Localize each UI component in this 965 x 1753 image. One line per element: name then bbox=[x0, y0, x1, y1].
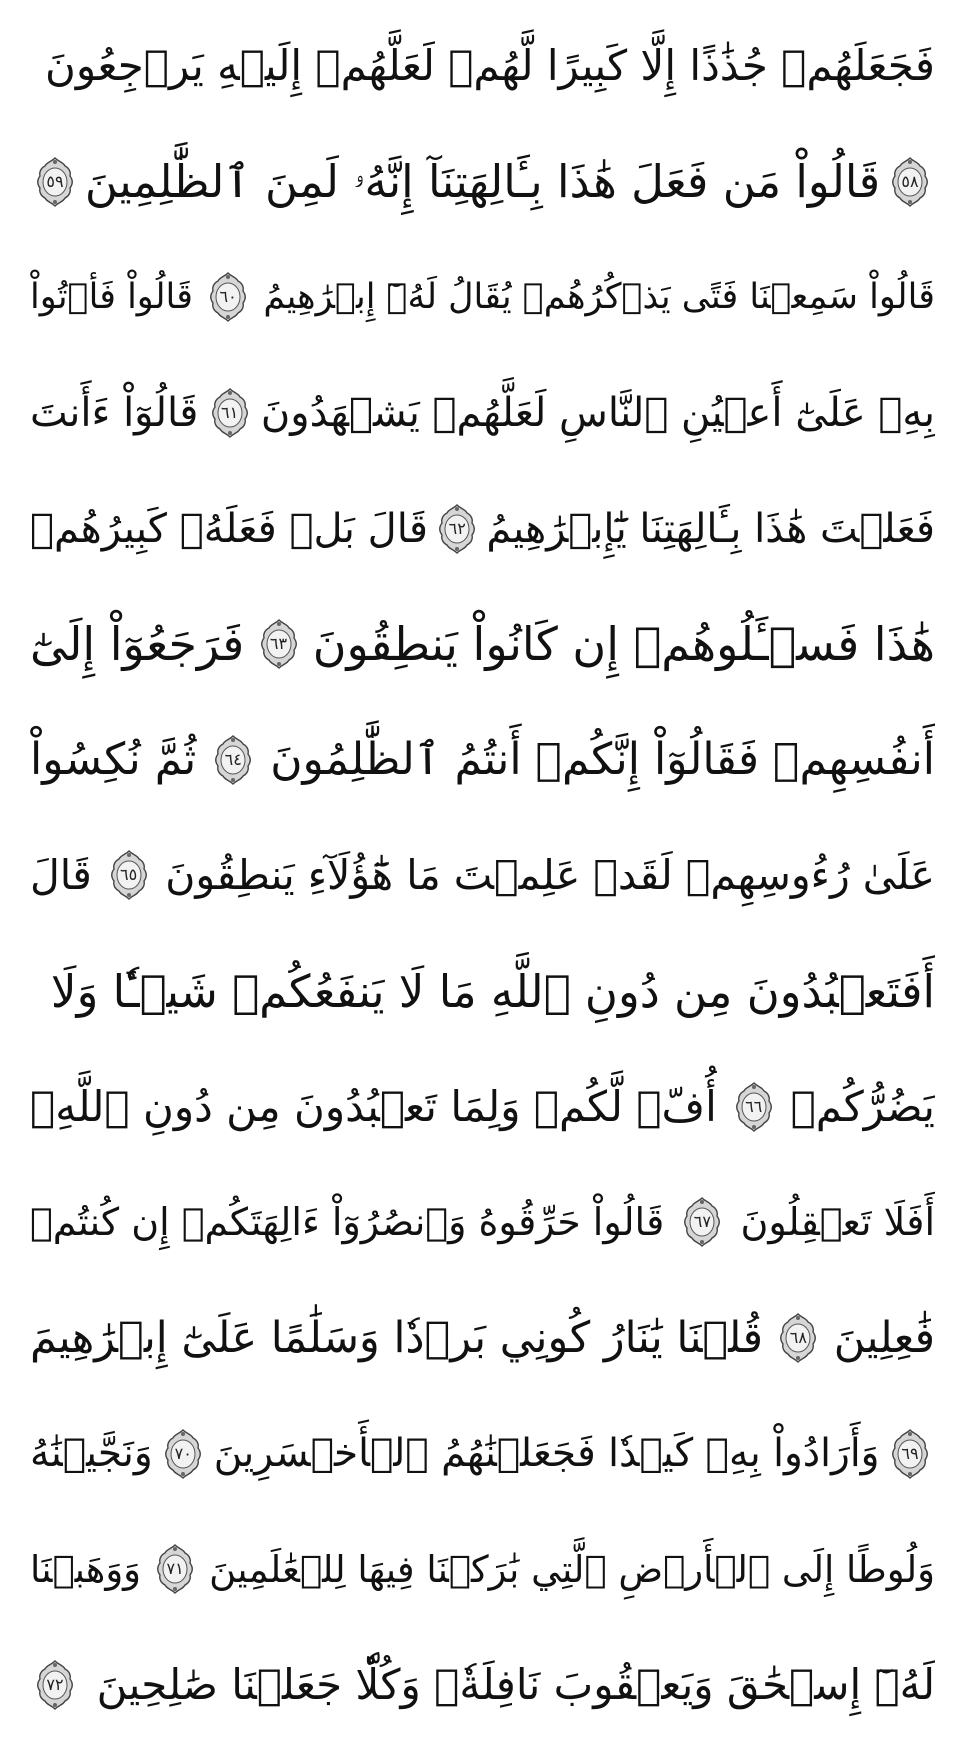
verse-text: أُفّٖ لَّكُمۡ وَلِمَا تَعۡبُدُونَ مِن دُونِ ٱللَّهِۚ bbox=[30, 1081, 717, 1131]
verse-number: ٦٤ bbox=[224, 749, 242, 769]
verse-number-marker bbox=[211, 387, 249, 439]
text-line bbox=[30, 943, 935, 1039]
verse-number: ٥٩ bbox=[46, 171, 64, 191]
verse-text: أَفَلَا تَعۡقِلُونَ bbox=[740, 1200, 935, 1245]
verse-text: ثُمَّ نُكِسُواْ bbox=[30, 733, 197, 785]
text-line bbox=[30, 481, 935, 577]
verse-number-marker bbox=[891, 156, 929, 208]
verse-text: وَوَهَبۡنَا bbox=[30, 1547, 142, 1591]
verse-text: هَٰذَا فَسۡـَٔلُوهُمۡ إِن كَانُواْ يَنطِقُونَ bbox=[312, 617, 935, 672]
verse-text: قَالُواْ حَرِّقُوهُ وَٱنصُرُوٓاْ ءَالِهَتَكُمۡ إِن كُنتُمۡ bbox=[30, 1200, 665, 1245]
verse-text: فَٰعِلِينَ bbox=[833, 1312, 935, 1363]
verse-number-marker bbox=[110, 849, 148, 901]
verse-number: ٦١ bbox=[221, 402, 239, 422]
text-line bbox=[30, 1406, 935, 1502]
verse-text: قَالُواْ فَأۡتُواْ bbox=[30, 276, 193, 317]
verse-number-marker bbox=[683, 1196, 721, 1248]
text-line bbox=[30, 596, 935, 692]
verse-number: ٦٠ bbox=[219, 287, 237, 307]
verse-number: ٦٨ bbox=[789, 1328, 807, 1348]
verse-number-marker bbox=[209, 271, 247, 323]
text-line bbox=[30, 365, 935, 461]
verse-text: قَالُواْ سَمِعۡنَا فَتًى يَذۡكُرُهُمۡ يُقَالُ لَهُۥٓ إِبۡرَٰهِيمُ bbox=[263, 276, 935, 317]
verse-text: قَالَ بَلۡ فَعَلَهُۥ كَبِيرُهُمۡ bbox=[30, 505, 429, 552]
verse-number-marker bbox=[156, 1543, 194, 1595]
verse-number-marker bbox=[438, 503, 476, 555]
verse-number: ٧١ bbox=[166, 1559, 184, 1579]
text-line bbox=[30, 249, 935, 345]
verse-text: فَعَلۡتَ هَٰذَا بِـَٔالِهَتِنَا يَٰٓإِبۡرَٰهِيمُ bbox=[486, 505, 935, 552]
verse-text: وَنَجَّيۡنَٰهُ bbox=[30, 1431, 153, 1477]
verse-number: ٧٢ bbox=[46, 1674, 64, 1694]
verse-number: ٦٢ bbox=[448, 518, 466, 538]
verse-text: وَأَرَادُواْ بِهِۦ كَيۡدٗا فَجَعَلۡنَٰهُمُ ٱلۡأَخۡسَرِينَ bbox=[213, 1431, 880, 1477]
verse-text: عَلَىٰ رُءُوسِهِمۡ لَقَدۡ عَلِمۡتَ مَا هَٰٓؤُلَآءِ يَنطِقُونَ bbox=[165, 850, 935, 899]
text-line bbox=[30, 134, 935, 230]
verse-number: ٦٩ bbox=[901, 1443, 919, 1463]
verse-text: قَالُوٓاْ ءَأَنتَ bbox=[30, 389, 199, 436]
text-line bbox=[30, 18, 935, 114]
verse-number-marker bbox=[36, 156, 74, 208]
verse-number-marker bbox=[735, 1081, 773, 1133]
text-line bbox=[30, 712, 935, 808]
verse-text: قُلۡنَا يَٰنَارُ كُونِي بَرۡدٗا وَسَلَٰمًا عَلَىٰٓ إِبۡرَٰهِيمَ bbox=[30, 1312, 764, 1363]
text-line bbox=[30, 1637, 935, 1733]
verse-number-marker bbox=[164, 1428, 202, 1480]
verse-number: ٧٠ bbox=[174, 1443, 192, 1463]
text-line bbox=[30, 1174, 935, 1270]
verse-number: ٦٣ bbox=[269, 634, 288, 654]
verse-number-marker bbox=[260, 618, 298, 670]
verse-text: لَهُۥٓ إِسۡحَٰقَ وَيَعۡقُوبَ نَافِلَةٗۖ وَكُلّٗا جَعَلۡنَا صَٰلِحِينَ bbox=[96, 1659, 935, 1709]
verse-number: ٦٦ bbox=[745, 1096, 763, 1116]
text-line bbox=[30, 1290, 935, 1386]
verse-number-marker bbox=[214, 734, 252, 786]
verse-text: أَفَتَعۡبُدُونَ مِن دُونِ ٱللَّهِ مَا لَا يَنفَعُكُمۡ شَيۡـٔٗا وَلَا bbox=[50, 964, 935, 1018]
text-line bbox=[30, 1059, 935, 1155]
verse-text: قَالَ bbox=[30, 850, 92, 899]
verse-text: فَجَعَلَهُمۡ جُذَٰذًا إِلَّا كَبِيرًا لَّهُمۡ لَعَلَّهُمۡ إِلَيۡهِ يَرۡجِعُونَ bbox=[45, 41, 935, 90]
text-line bbox=[30, 827, 935, 923]
verse-text: قَالُواْ مَن فَعَلَ هَٰذَا بِـَٔالِهَتِنَآ إِنَّهُۥ لَمِنَ ٱلظَّٰلِمِينَ bbox=[84, 155, 881, 209]
verse-text: أَنفُسِهِمۡ فَقَالُوٓاْ إِنَّكُمۡ أَنتُمُ ٱلظَّٰلِمُونَ bbox=[270, 733, 935, 785]
verse-number: ٥٨ bbox=[901, 171, 919, 191]
verse-number: ٦٧ bbox=[693, 1212, 711, 1232]
verse-text: بِهِۦ عَلَىٰٓ أَعۡيُنِ ٱلنَّاسِ لَعَلَّهُمۡ يَشۡهَدُونَ bbox=[260, 389, 935, 436]
verse-text: يَضُرُّكُمۡ bbox=[790, 1081, 935, 1131]
verse-text: وَلُوطًا إِلَى ٱلۡأَرۡضِ ٱلَّتِي بَٰرَكۡنَا فِيهَا لِلۡعَٰلَمِينَ bbox=[209, 1547, 935, 1591]
verse-number: ٦٥ bbox=[119, 865, 138, 885]
verse-text: فَرَجَعُوٓاْ إِلَىٰٓ bbox=[30, 617, 245, 672]
text-line bbox=[30, 1521, 935, 1617]
verse-number-marker bbox=[779, 1312, 817, 1364]
verse-number-marker bbox=[891, 1428, 929, 1480]
verse-number-marker bbox=[36, 1659, 74, 1711]
